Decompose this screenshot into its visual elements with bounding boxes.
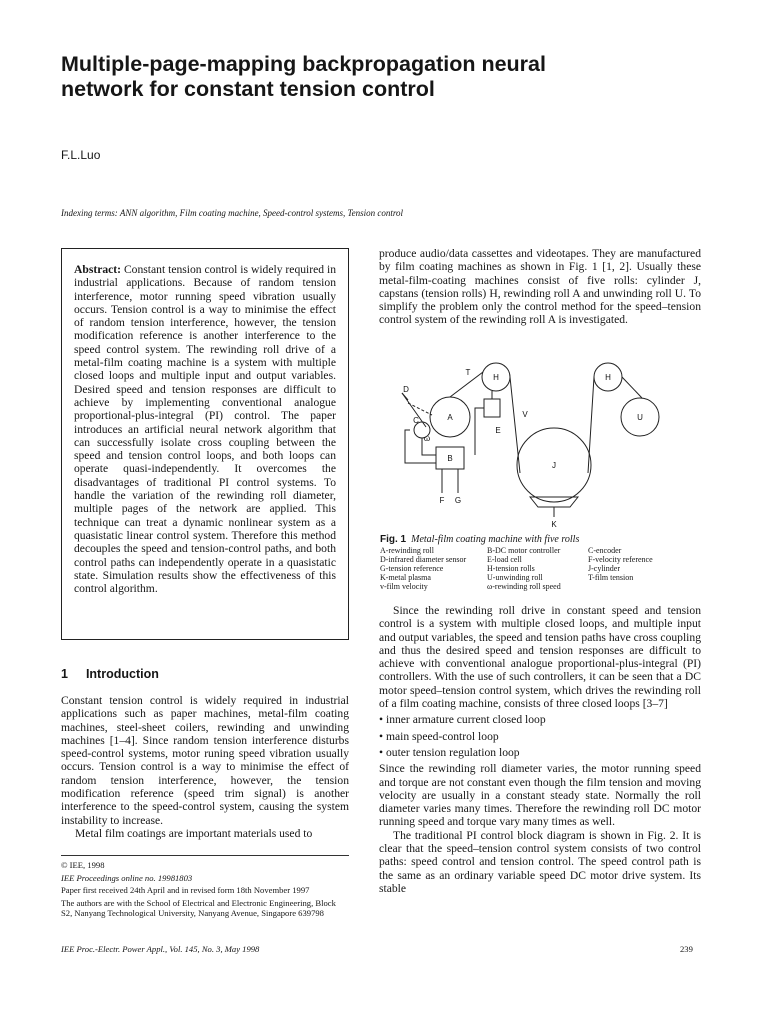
legend-item: J-cylinder	[588, 564, 620, 573]
section-number: 1	[61, 667, 68, 681]
signal-line	[475, 408, 484, 455]
label-T: T	[465, 368, 471, 377]
legend-item: F-velocity reference	[588, 555, 653, 564]
intro-column	[61, 694, 349, 840]
title-line-2: network for constant tension control	[61, 77, 435, 101]
legend-item: v-film velocity	[380, 582, 428, 591]
legend-item: T-film tension	[588, 573, 634, 582]
legend-item: D-infrared diameter sensor	[380, 555, 467, 564]
right-column-bottom	[379, 604, 701, 895]
page-number: 239	[680, 944, 693, 954]
figure-caption	[380, 535, 700, 591]
sensor-beam	[408, 403, 432, 415]
legend-item: H-tension rolls	[487, 564, 535, 573]
label-A: A	[447, 413, 453, 422]
legend-item: C-encoder	[588, 546, 622, 555]
title-line-1: Multiple-page-mapping backpropagation neural	[61, 52, 546, 76]
journal-footer: IEE Proc.-Electr. Power Appl., Vol. 145, No. 3, May 1998	[61, 944, 260, 954]
section-heading	[61, 667, 177, 681]
legend-item	[588, 582, 700, 591]
label-E: E	[495, 426, 501, 435]
right-paragraph-3: Since the rewinding roll diameter varies, the motor running speed and torque are not constant even though the film tension and moving velocity are usually in a constant steady state. Normally the roll diameter varies many times. Therefore the rewinding roll DC motor running speed and torque vary many times as well.	[379, 762, 701, 829]
section-title: Introduction	[85, 667, 159, 681]
film-line	[588, 377, 594, 473]
legend-item: K-metal plasma	[380, 573, 431, 582]
footnotes	[61, 860, 349, 920]
label-U: U	[637, 413, 643, 422]
load-cell	[484, 399, 500, 417]
signal-line	[405, 430, 436, 463]
right-paragraph-1: produce audio/data cassettes and videotapes. They are manufactured by film coating machines as shown in Fig. 1 [1, 2]. Usually these metal-film-coating machines consist of five rolls: cylinder J, capstans (tension rolls) H, rewinding roll A and unwinding roll U. To simplify the problem only the control method for the speed–tension control system of the rewinding roll A is investigated.	[379, 247, 701, 327]
label-omega: ω	[423, 434, 431, 443]
right-paragraph-2: Since the rewinding roll drive in constant speed and tension control is a system with multiple closed loops, and multiple input and output variables, the speed and tension paths have cross coupling and thus the desired speed and tension responses are difficult to achieve with conventional analogue proportional-plus-integral (PI) controllers. With the use of such controllers, it can be seen that a DC motor speed–tension control system, which drives the rewinding roll of a film coating machine, consists of three closed loops [3–7]	[379, 604, 701, 711]
paper-title	[61, 52, 681, 102]
figure-caption-label: Fig. 1	[380, 534, 407, 545]
footnote-copyright: © IEE, 1998	[61, 860, 105, 870]
footnote-rule	[61, 855, 349, 856]
film-line	[510, 377, 520, 473]
abstract-text: Constant tension control is widely required in industrial applications. Because of random tension interference, motor running speed vibration usually occurs. Tension control is a way to minimise the effect of random tension interference, however, the tension modification reference is another interference to the speed control system. The rewinding roll drive of a metal-film coating machine is a system with multiple closed loops and multiple input and output variables. Desired speed and tension responses are difficult to achieve by implementing conventional analogue proportional-plus-integral (PI) control. The paper introduces an artificial neural network algorithm that can successfully isolate cross coupling between the speed and tension control loops, and both loops can operate quasi-independently. It overcomes the disadvantages of traditional PI control systems. To handle the variation of the rewinding roll diameter, multiple pages of the network are applied. This technique can treat a dynamic nonlinear system as a quasistatic linear control system. Therefore this method decouples the speed and tension-control paths, and both control paths can independently operate in a quasistatic state. Simulation results show the effectiveness of this control algorithm.	[74, 263, 337, 596]
intro-paragraph-1: Constant tension control is widely required in industrial applications such as paper machines, metal-film coating machines, steel-sheet coilers, rewinding and unwinding machines [1–4]. Since random tension interference disturbs speed-control systems, motor runing speed vibration usually occurs. Tension control is a way to minimise the effect of random tension interference, however, the tension modification reference (speed trim signal) is another interference to the speed-control system, causing the system instability to increase.	[61, 694, 349, 827]
footnote-online: IEE Proceedings online no. 19981803	[61, 872, 193, 883]
legend-item: ω-rewinding roll speed	[487, 582, 561, 591]
indexing-terms: Indexing terms: ANN algorithm, Film coating machine, Speed-control systems, Tension control	[61, 208, 404, 218]
label-F: F	[439, 496, 445, 505]
figure-machine-diagram	[380, 355, 680, 537]
intro-paragraph-2: Metal film coatings are important materials used to	[75, 826, 313, 840]
label-D: D	[403, 385, 409, 394]
footnote-received: Paper first received 24th April and in revised form 18th November 1997	[61, 885, 310, 895]
label-C: C	[413, 416, 419, 425]
label-H-right: H	[605, 373, 611, 382]
abstract-box	[61, 248, 349, 640]
label-J: J	[552, 461, 556, 470]
film-line	[622, 377, 642, 398]
legend-item: A-rewinding roll	[380, 546, 434, 555]
label-V: V	[522, 410, 528, 419]
abstract-label: Abstract:	[74, 263, 122, 276]
legend-item: G-tension reference	[380, 564, 444, 573]
bullet-item: • inner armature current closed loop	[379, 713, 701, 726]
label-G: G	[454, 496, 462, 505]
label-H-left: H	[493, 373, 499, 382]
legend-item: B-DC motor controller	[487, 546, 561, 555]
bullet-item: • outer tension regulation loop	[379, 746, 701, 759]
legend-item: U-unwinding roll	[487, 573, 543, 582]
label-K: K	[551, 520, 557, 529]
right-column-top	[379, 247, 701, 327]
right-paragraph-4: The traditional PI control block diagram is shown in Fig. 2. It is clear that the speed–tension control system consists of two control paths: speed control and tension control. The speed control path is the same as an ordinary variable speed DC motor drive system. Its stable	[379, 828, 701, 895]
bullet-item: • main speed-control loop	[379, 730, 701, 743]
label-B: B	[447, 454, 453, 463]
footnote-affiliation: The authors are with the School of Electrical and Electronic Engineering, Block S2, Nanyang Technological University, Nanyang Avenue, Singapore 639798	[61, 897, 336, 918]
author: F.L.Luo	[61, 148, 101, 162]
figure-legend	[380, 546, 700, 591]
figure-caption-text: Metal-film coating machine with five rolls	[411, 534, 580, 545]
legend-item: E-load cell	[487, 555, 522, 564]
